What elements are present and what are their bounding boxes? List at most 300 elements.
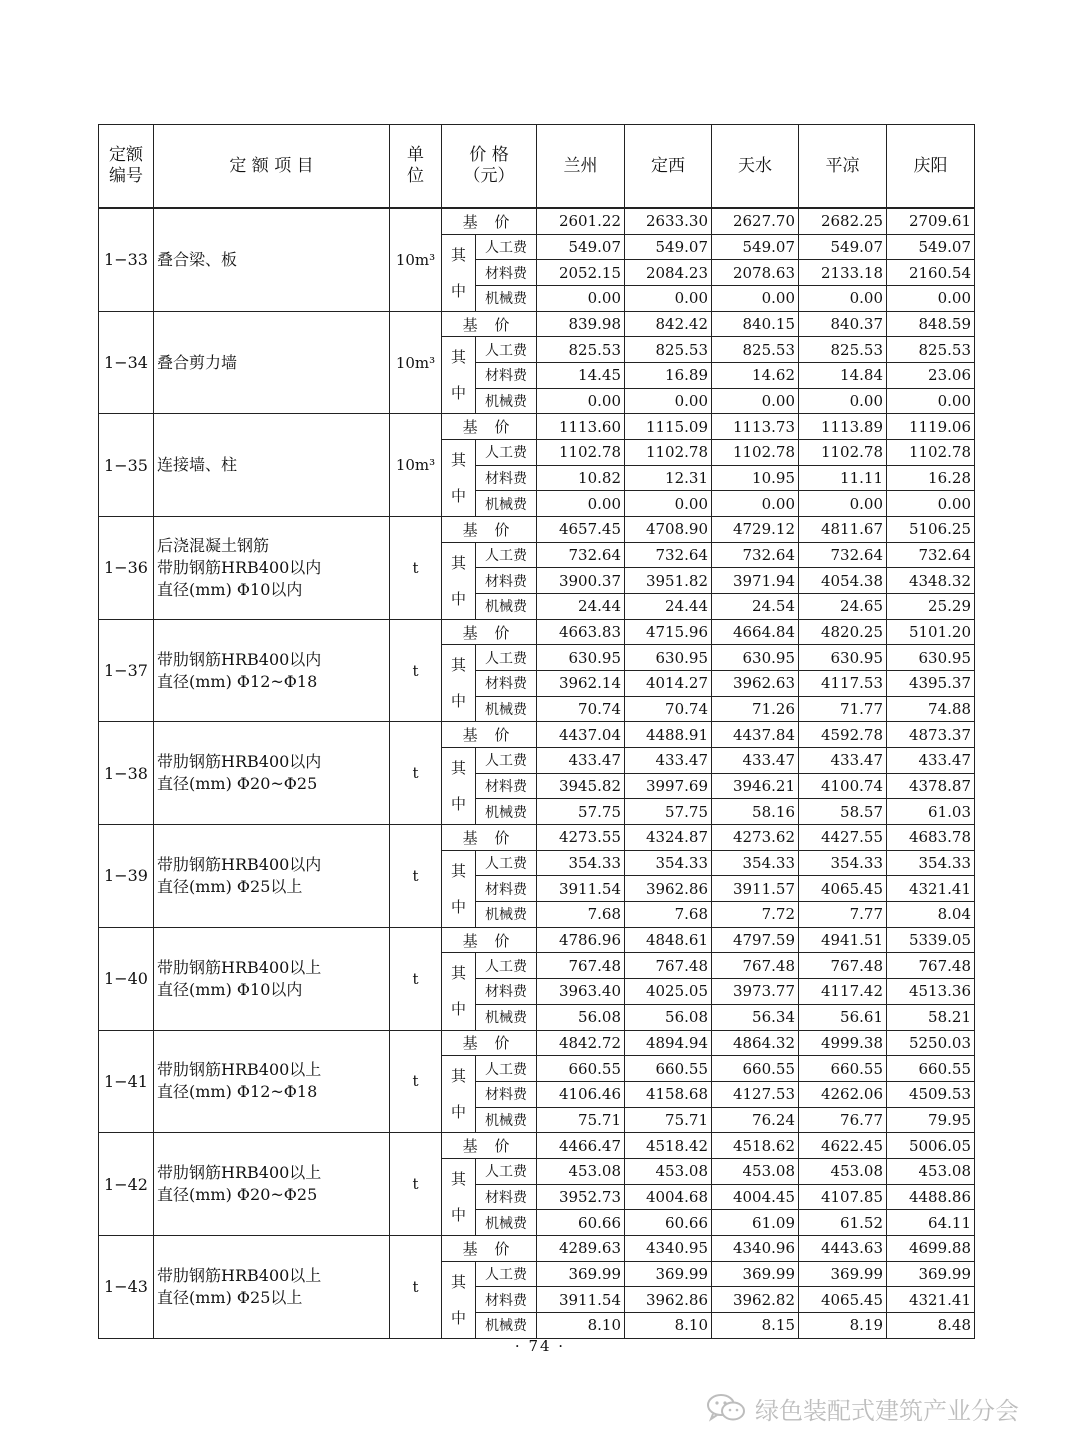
quota-unit: t <box>390 1030 442 1133</box>
material-value: 10.95 <box>712 465 799 491</box>
labor-value: 453.08 <box>887 1158 975 1184</box>
labor-label: 人工费 <box>476 953 537 979</box>
quota-unit: 10m³ <box>390 414 442 517</box>
base-value: 4663.83 <box>537 619 625 645</box>
quota-item-name: 带肋钢筋HRB400以上 直径(mm) Φ25以上 <box>154 1235 390 1338</box>
labor-value: 732.64 <box>625 542 712 568</box>
base-value: 2601.22 <box>537 208 625 234</box>
material-value: 10.82 <box>537 465 625 491</box>
base-value: 5106.25 <box>887 517 975 543</box>
labor-value: 549.07 <box>799 234 887 260</box>
machine-value: 7.72 <box>712 902 799 928</box>
material-label: 材料费 <box>476 773 537 799</box>
labor-value: 369.99 <box>712 1261 799 1287</box>
base-value: 2627.70 <box>712 208 799 234</box>
quota-code: 1−43 <box>99 1235 154 1338</box>
material-value: 4488.86 <box>887 1184 975 1210</box>
header-code: 定额 编号 <box>99 125 154 209</box>
base-value: 4715.96 <box>625 619 712 645</box>
base-price-label: 基 价 <box>442 825 537 851</box>
base-value: 4488.91 <box>625 722 712 748</box>
material-value: 3963.40 <box>537 979 625 1005</box>
material-value: 3945.82 <box>537 773 625 799</box>
material-value: 3971.94 <box>712 568 799 594</box>
labor-value: 1102.78 <box>625 440 712 466</box>
machine-value: 60.66 <box>537 1210 625 1236</box>
qizhong-label: 其 中 <box>442 1056 476 1133</box>
material-value: 3962.63 <box>712 671 799 697</box>
base-value: 4324.87 <box>625 825 712 851</box>
qizhong-label: 其 中 <box>442 953 476 1030</box>
base-value: 4622.45 <box>799 1133 887 1159</box>
material-value: 4014.27 <box>625 671 712 697</box>
material-value: 4107.85 <box>799 1184 887 1210</box>
labor-value: 660.55 <box>887 1056 975 1082</box>
header-city: 平凉 <box>799 125 887 209</box>
machine-value: 56.61 <box>799 1004 887 1030</box>
base-value: 4437.84 <box>712 722 799 748</box>
quota-item-name: 带肋钢筋HRB400以上 直径(mm) Φ12~Φ18 <box>154 1030 390 1133</box>
qizhong-label: 其 中 <box>442 748 476 825</box>
quota-unit: t <box>390 619 442 722</box>
machine-value: 56.34 <box>712 1004 799 1030</box>
machine-label: 机械费 <box>476 388 537 414</box>
base-value: 4273.62 <box>712 825 799 851</box>
header-row <box>99 125 975 209</box>
machine-value: 58.57 <box>799 799 887 825</box>
labor-value: 630.95 <box>537 645 625 671</box>
material-value: 14.45 <box>537 363 625 389</box>
base-value: 839.98 <box>537 311 625 337</box>
row-base <box>99 517 975 543</box>
material-value: 2078.63 <box>712 260 799 286</box>
base-value: 4518.42 <box>625 1133 712 1159</box>
base-price-label: 基 价 <box>442 311 537 337</box>
machine-label: 机械费 <box>476 1210 537 1236</box>
machine-value: 70.74 <box>537 696 625 722</box>
labor-value: 1102.78 <box>537 440 625 466</box>
machine-value: 71.26 <box>712 696 799 722</box>
base-value: 4683.78 <box>887 825 975 851</box>
material-value: 16.28 <box>887 465 975 491</box>
base-price-label: 基 价 <box>442 1030 537 1056</box>
quota-item-name: 带肋钢筋HRB400以内 直径(mm) Φ12~Φ18 <box>154 619 390 722</box>
base-value: 1113.73 <box>712 414 799 440</box>
material-value: 3973.77 <box>712 979 799 1005</box>
material-value: 14.84 <box>799 363 887 389</box>
labor-value: 369.99 <box>887 1261 975 1287</box>
base-value: 4340.95 <box>625 1235 712 1261</box>
machine-value: 0.00 <box>712 491 799 517</box>
labor-value: 630.95 <box>625 645 712 671</box>
machine-value: 0.00 <box>887 491 975 517</box>
material-value: 3946.21 <box>712 773 799 799</box>
machine-value: 75.71 <box>537 1107 625 1133</box>
material-value: 3911.54 <box>537 1287 625 1313</box>
machine-value: 7.68 <box>625 902 712 928</box>
base-value: 4820.25 <box>799 619 887 645</box>
base-value: 5101.20 <box>887 619 975 645</box>
material-value: 3952.73 <box>537 1184 625 1210</box>
machine-value: 71.77 <box>799 696 887 722</box>
material-value: 4158.68 <box>625 1081 712 1107</box>
base-price-label: 基 价 <box>442 619 537 645</box>
material-value: 12.31 <box>625 465 712 491</box>
material-value: 4004.68 <box>625 1184 712 1210</box>
labor-value: 549.07 <box>537 234 625 260</box>
material-value: 4513.36 <box>887 979 975 1005</box>
base-value: 4999.38 <box>799 1030 887 1056</box>
material-label: 材料费 <box>476 979 537 1005</box>
base-value: 4864.32 <box>712 1030 799 1056</box>
row-base <box>99 927 975 953</box>
base-value: 842.42 <box>625 311 712 337</box>
material-value: 4321.41 <box>887 876 975 902</box>
base-value: 1113.60 <box>537 414 625 440</box>
header-unit: 单 位 <box>390 125 442 209</box>
quota-unit: t <box>390 722 442 825</box>
machine-value: 8.10 <box>537 1312 625 1338</box>
material-value: 4117.42 <box>799 979 887 1005</box>
material-label: 材料费 <box>476 671 537 697</box>
machine-value: 0.00 <box>537 388 625 414</box>
header-item: 定 额 项 目 <box>154 125 390 209</box>
base-value: 2682.25 <box>799 208 887 234</box>
labor-label: 人工费 <box>476 1158 537 1184</box>
machine-value: 56.08 <box>537 1004 625 1030</box>
material-value: 4395.37 <box>887 671 975 697</box>
labor-value: 825.53 <box>799 337 887 363</box>
base-value: 4786.96 <box>537 927 625 953</box>
base-value: 4941.51 <box>799 927 887 953</box>
qizhong-label: 其 中 <box>442 1158 476 1235</box>
machine-value: 0.00 <box>537 286 625 312</box>
machine-label: 机械费 <box>476 286 537 312</box>
header-city: 天水 <box>712 125 799 209</box>
labor-value: 767.48 <box>887 953 975 979</box>
base-price-label: 基 价 <box>442 414 537 440</box>
material-value: 4106.46 <box>537 1081 625 1107</box>
machine-value: 7.77 <box>799 902 887 928</box>
base-value: 4842.72 <box>537 1030 625 1056</box>
machine-value: 61.03 <box>887 799 975 825</box>
qizhong-label: 其 中 <box>442 234 476 311</box>
material-value: 4321.41 <box>887 1287 975 1313</box>
labor-value: 549.07 <box>625 234 712 260</box>
material-value: 16.89 <box>625 363 712 389</box>
labor-value: 660.55 <box>712 1056 799 1082</box>
material-value: 3997.69 <box>625 773 712 799</box>
labor-value: 369.99 <box>625 1261 712 1287</box>
base-price-label: 基 价 <box>442 208 537 234</box>
quota-code: 1−35 <box>99 414 154 517</box>
base-value: 4708.90 <box>625 517 712 543</box>
machine-value: 61.52 <box>799 1210 887 1236</box>
labor-value: 732.64 <box>887 542 975 568</box>
base-price-label: 基 价 <box>442 722 537 748</box>
machine-value: 8.04 <box>887 902 975 928</box>
qizhong-label: 其 中 <box>442 440 476 517</box>
material-value: 4004.45 <box>712 1184 799 1210</box>
quota-item-name: 带肋钢筋HRB400以上 直径(mm) Φ10以内 <box>154 927 390 1030</box>
qizhong-label: 其 中 <box>442 850 476 927</box>
labor-value: 825.53 <box>887 337 975 363</box>
quota-code: 1−42 <box>99 1133 154 1236</box>
labor-value: 433.47 <box>625 748 712 774</box>
labor-label: 人工费 <box>476 337 537 363</box>
machine-value: 60.66 <box>625 1210 712 1236</box>
material-value: 3962.82 <box>712 1287 799 1313</box>
base-value: 4466.47 <box>537 1133 625 1159</box>
quota-item-name: 叠合剪力墙 <box>154 311 390 414</box>
labor-value: 433.47 <box>887 748 975 774</box>
base-value: 4797.59 <box>712 927 799 953</box>
labor-value: 660.55 <box>799 1056 887 1082</box>
machine-label: 机械费 <box>476 1004 537 1030</box>
labor-value: 549.07 <box>887 234 975 260</box>
material-value: 4127.53 <box>712 1081 799 1107</box>
material-value: 4117.53 <box>799 671 887 697</box>
base-value: 4894.94 <box>625 1030 712 1056</box>
labor-value: 1102.78 <box>887 440 975 466</box>
material-value: 3911.54 <box>537 876 625 902</box>
base-value: 4873.37 <box>887 722 975 748</box>
labor-value: 354.33 <box>799 850 887 876</box>
labor-value: 453.08 <box>799 1158 887 1184</box>
labor-value: 767.48 <box>799 953 887 979</box>
base-value: 4289.63 <box>537 1235 625 1261</box>
machine-value: 8.15 <box>712 1312 799 1338</box>
quota-code: 1−38 <box>99 722 154 825</box>
machine-value: 58.16 <box>712 799 799 825</box>
material-value: 4348.32 <box>887 568 975 594</box>
material-value: 23.06 <box>887 363 975 389</box>
quota-unit: 10m³ <box>390 311 442 414</box>
material-value: 2052.15 <box>537 260 625 286</box>
base-value: 4592.78 <box>799 722 887 748</box>
labor-value: 369.99 <box>537 1261 625 1287</box>
base-value: 2709.61 <box>887 208 975 234</box>
base-value: 1113.89 <box>799 414 887 440</box>
quota-item-name: 带肋钢筋HRB400以上 直径(mm) Φ20~Φ25 <box>154 1133 390 1236</box>
labor-value: 354.33 <box>712 850 799 876</box>
labor-value: 630.95 <box>799 645 887 671</box>
base-value: 5250.03 <box>887 1030 975 1056</box>
row-base <box>99 619 975 645</box>
labor-label: 人工费 <box>476 542 537 568</box>
row-base <box>99 311 975 337</box>
quota-unit: t <box>390 825 442 928</box>
machine-value: 24.44 <box>625 594 712 620</box>
machine-value: 57.75 <box>625 799 712 825</box>
base-value: 1115.09 <box>625 414 712 440</box>
machine-value: 8.48 <box>887 1312 975 1338</box>
labor-label: 人工费 <box>476 645 537 671</box>
machine-value: 0.00 <box>712 286 799 312</box>
labor-value: 549.07 <box>712 234 799 260</box>
machine-value: 74.88 <box>887 696 975 722</box>
quota-unit: t <box>390 1133 442 1236</box>
material-label: 材料费 <box>476 1287 537 1313</box>
labor-label: 人工费 <box>476 850 537 876</box>
labor-value: 453.08 <box>712 1158 799 1184</box>
base-price-label: 基 价 <box>442 1133 537 1159</box>
machine-value: 0.00 <box>537 491 625 517</box>
machine-value: 79.95 <box>887 1107 975 1133</box>
base-value: 4699.88 <box>887 1235 975 1261</box>
material-value: 11.11 <box>799 465 887 491</box>
machine-label: 机械费 <box>476 594 537 620</box>
machine-value: 24.44 <box>537 594 625 620</box>
base-value: 1119.06 <box>887 414 975 440</box>
base-value: 2633.30 <box>625 208 712 234</box>
base-price-label: 基 价 <box>442 927 537 953</box>
base-value: 4273.55 <box>537 825 625 851</box>
base-value: 840.37 <box>799 311 887 337</box>
quota-table <box>98 124 975 1339</box>
material-label: 材料费 <box>476 1184 537 1210</box>
machine-value: 76.77 <box>799 1107 887 1133</box>
material-label: 材料费 <box>476 876 537 902</box>
base-value: 4443.63 <box>799 1235 887 1261</box>
watermark-text: 绿色装配式建筑产业分会 <box>755 1396 1019 1425</box>
material-label: 材料费 <box>476 363 537 389</box>
labor-value: 1102.78 <box>712 440 799 466</box>
labor-value: 630.95 <box>712 645 799 671</box>
quota-item-name: 带肋钢筋HRB400以内 直径(mm) Φ20~Φ25 <box>154 722 390 825</box>
quota-unit: t <box>390 517 442 620</box>
machine-value: 64.11 <box>887 1210 975 1236</box>
machine-value: 76.24 <box>712 1107 799 1133</box>
material-value: 4065.45 <box>799 1287 887 1313</box>
qizhong-label: 其 中 <box>442 337 476 414</box>
row-base <box>99 1030 975 1056</box>
base-price-label: 基 价 <box>442 517 537 543</box>
labor-value: 732.64 <box>537 542 625 568</box>
material-value: 3962.14 <box>537 671 625 697</box>
machine-value: 0.00 <box>799 286 887 312</box>
machine-value: 0.00 <box>887 286 975 312</box>
base-value: 4518.62 <box>712 1133 799 1159</box>
quota-code: 1−34 <box>99 311 154 414</box>
machine-value: 8.19 <box>799 1312 887 1338</box>
machine-label: 机械费 <box>476 799 537 825</box>
labor-label: 人工费 <box>476 1056 537 1082</box>
base-value: 4664.84 <box>712 619 799 645</box>
labor-value: 732.64 <box>799 542 887 568</box>
material-label: 材料费 <box>476 568 537 594</box>
quota-code: 1−36 <box>99 517 154 620</box>
labor-label: 人工费 <box>476 1261 537 1287</box>
machine-value: 75.71 <box>625 1107 712 1133</box>
base-value: 840.15 <box>712 311 799 337</box>
row-base <box>99 1133 975 1159</box>
machine-value: 0.00 <box>625 491 712 517</box>
labor-value: 825.53 <box>625 337 712 363</box>
labor-value: 660.55 <box>537 1056 625 1082</box>
base-price-label: 基 价 <box>442 1235 537 1261</box>
material-value: 3951.82 <box>625 568 712 594</box>
quota-code: 1−33 <box>99 208 154 311</box>
header-city: 兰州 <box>537 125 625 209</box>
quota-unit: 10m³ <box>390 208 442 311</box>
quota-item-name: 带肋钢筋HRB400以内 直径(mm) Φ25以上 <box>154 825 390 928</box>
quota-unit: t <box>390 1235 442 1338</box>
page-number: · 74 · <box>514 1337 566 1355</box>
base-value: 848.59 <box>887 311 975 337</box>
watermark <box>705 1393 1019 1423</box>
labor-value: 630.95 <box>887 645 975 671</box>
labor-value: 767.48 <box>712 953 799 979</box>
machine-value: 25.29 <box>887 594 975 620</box>
machine-label: 机械费 <box>476 902 537 928</box>
wechat-icon <box>705 1393 749 1423</box>
machine-value: 70.74 <box>625 696 712 722</box>
quota-code: 1−37 <box>99 619 154 722</box>
material-value: 3962.86 <box>625 1287 712 1313</box>
labor-value: 825.53 <box>537 337 625 363</box>
labor-value: 433.47 <box>712 748 799 774</box>
labor-value: 354.33 <box>537 850 625 876</box>
material-value: 3900.37 <box>537 568 625 594</box>
quota-code: 1−41 <box>99 1030 154 1133</box>
machine-value: 7.68 <box>537 902 625 928</box>
material-value: 4100.74 <box>799 773 887 799</box>
labor-value: 732.64 <box>712 542 799 568</box>
quota-item-name: 后浇混凝土钢筋 带肋钢筋HRB400以内 直径(mm) Φ10以内 <box>154 517 390 620</box>
labor-label: 人工费 <box>476 234 537 260</box>
labor-label: 人工费 <box>476 748 537 774</box>
labor-value: 660.55 <box>625 1056 712 1082</box>
labor-value: 1102.78 <box>799 440 887 466</box>
quota-code: 1−40 <box>99 927 154 1030</box>
labor-value: 453.08 <box>537 1158 625 1184</box>
row-base <box>99 825 975 851</box>
base-value: 4437.04 <box>537 722 625 748</box>
quota-unit: t <box>390 927 442 1030</box>
labor-value: 354.33 <box>887 850 975 876</box>
machine-value: 61.09 <box>712 1210 799 1236</box>
labor-value: 767.48 <box>537 953 625 979</box>
machine-value: 24.65 <box>799 594 887 620</box>
base-value: 4427.55 <box>799 825 887 851</box>
header-city: 定西 <box>625 125 712 209</box>
quota-code: 1−39 <box>99 825 154 928</box>
quota-item-name: 叠合梁、板 <box>154 208 390 311</box>
material-value: 3911.57 <box>712 876 799 902</box>
row-base <box>99 208 975 234</box>
qizhong-label: 其 中 <box>442 645 476 722</box>
base-value: 5339.05 <box>887 927 975 953</box>
row-base <box>99 722 975 748</box>
base-value: 4340.96 <box>712 1235 799 1261</box>
labor-value: 433.47 <box>537 748 625 774</box>
labor-label: 人工费 <box>476 440 537 466</box>
material-value: 2084.23 <box>625 260 712 286</box>
labor-value: 453.08 <box>625 1158 712 1184</box>
material-value: 4065.45 <box>799 876 887 902</box>
header-price: 价 格 （元） <box>442 125 537 209</box>
base-value: 4657.45 <box>537 517 625 543</box>
labor-value: 767.48 <box>625 953 712 979</box>
machine-value: 24.54 <box>712 594 799 620</box>
material-label: 材料费 <box>476 260 537 286</box>
labor-value: 369.99 <box>799 1261 887 1287</box>
material-value: 4054.38 <box>799 568 887 594</box>
machine-label: 机械费 <box>476 491 537 517</box>
material-value: 2160.54 <box>887 260 975 286</box>
machine-label: 机械费 <box>476 1312 537 1338</box>
